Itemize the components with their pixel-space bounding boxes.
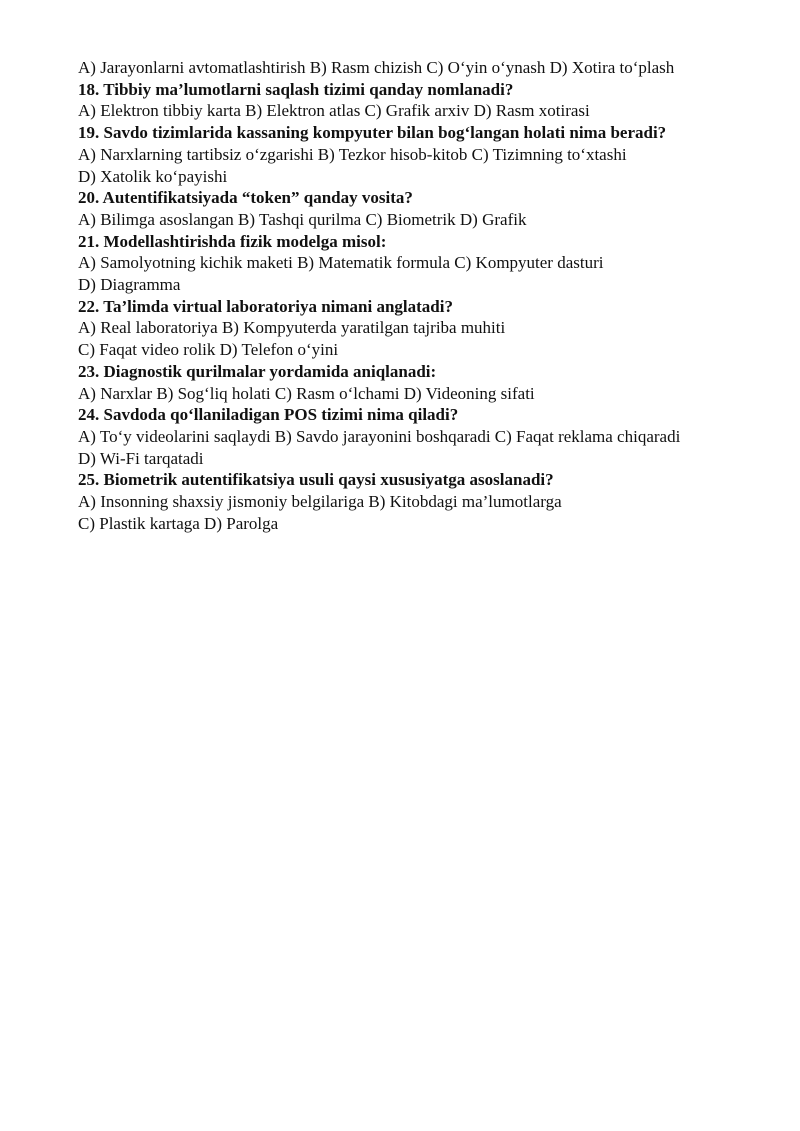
question-23: 23. Diagnostik qurilmalar yordamida aniqlanadi: bbox=[78, 361, 437, 381]
answer-options-25-line-1: A) Insonning shaxsiy jismoniy belgilariga B) Kitobdagi ma’lumotlarga bbox=[78, 492, 562, 512]
answer-options-22-line-2: C) Faqat video rolik D) Telefon o‘yini bbox=[78, 340, 339, 360]
question-24: 24. Savdoda qo‘llaniladigan POS tizimi nima qiladi? bbox=[78, 405, 459, 425]
document-page bbox=[78, 57, 793, 534]
answer-options-17: A) Jarayonlarni avtomatlashtirish B) Rasm chizish C) O‘yin o‘ynash D) Xotira to‘plash bbox=[78, 58, 675, 77]
answer-options-18: A) Elektron tibbiy karta B) Elektron atlas C) Grafik arxiv D) Rasm xotirasi bbox=[78, 101, 590, 121]
answer-options-25-line-2: C) Plastik kartaga D) Parolga bbox=[78, 513, 279, 533]
answer-options-20: A) Bilimga asoslangan B) Tashqi qurilma C) Biometrik D) Grafik bbox=[78, 209, 527, 229]
question-19: 19. Savdo tizimlarida kassaning kompyuter bilan bog‘langan holati nima beradi? bbox=[78, 123, 667, 143]
question-22: 22. Ta’limda virtual laboratoriya nimani anglatadi? bbox=[78, 296, 453, 316]
answer-options-19-line-2: D) Xatolik ko‘payishi bbox=[78, 166, 228, 186]
question-25: 25. Biometrik autentifikatsiya usuli qaysi xususiyatga asoslanadi? bbox=[78, 470, 554, 490]
answer-options-23: A) Narxlar B) Sog‘liq holati C) Rasm o‘lchami D) Videoning sifati bbox=[78, 383, 535, 403]
question-18: 18. Tibbiy ma’lumotlarni saqlash tizimi qanday nomlanadi? bbox=[78, 79, 514, 99]
answer-options-24-line-2: D) Wi-Fi tarqatadi bbox=[78, 448, 204, 468]
question-21: 21. Modellashtirishda fizik modelga misol: bbox=[78, 231, 387, 251]
answer-options-24-line-1: A) To‘y videolarini saqlaydi B) Savdo jarayonini boshqaradi C) Faqat reklama chiqaradi bbox=[78, 426, 681, 446]
answer-options-22-line-1: A) Real laboratoriya B) Kompyuterda yaratilgan tajriba muhiti bbox=[78, 318, 506, 338]
answer-options-19-line-1: A) Narxlarning tartibsiz o‘zgarishi B) Tezkor hisob-kitob C) Tizimning to‘xtashi bbox=[78, 144, 627, 164]
answer-options-21-line-1: A) Samolyotning kichik maketi B) Matematik formula C) Kompyuter dasturi bbox=[78, 253, 604, 273]
question-20: 20. Autentifikatsiyada “token” qanday vosita? bbox=[78, 188, 413, 208]
answer-options-21-line-2: D) Diagramma bbox=[78, 275, 181, 295]
